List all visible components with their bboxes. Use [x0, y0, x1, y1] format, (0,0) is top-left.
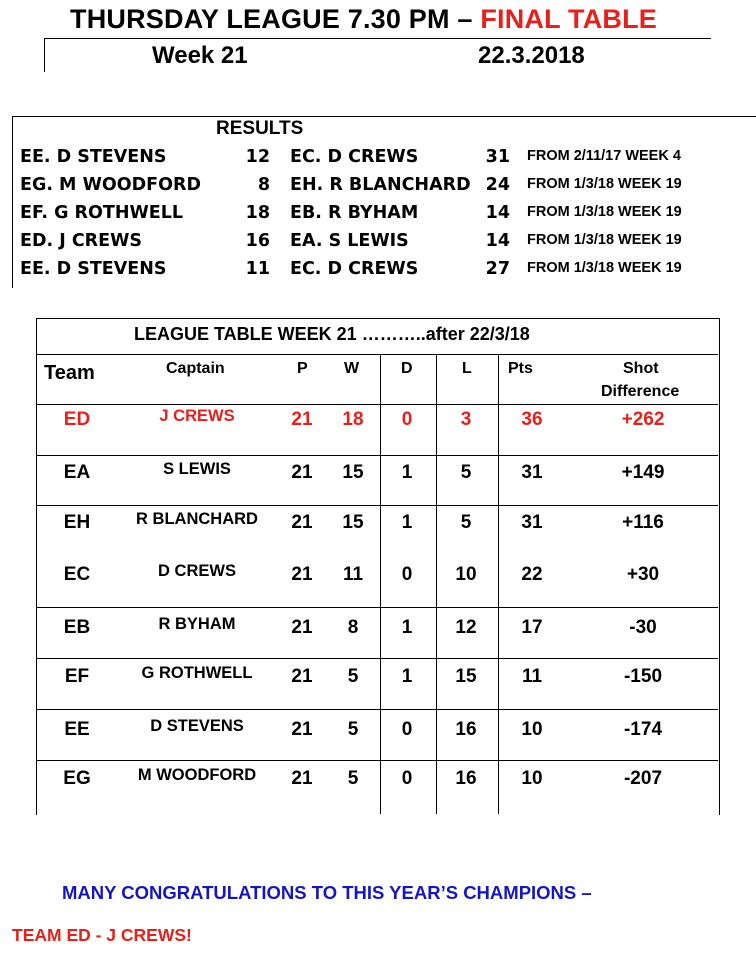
cell-team: EC	[63, 564, 91, 585]
cell-played: 21	[291, 409, 313, 430]
result-from-note: FROM 1/3/18 WEEK 19	[527, 176, 682, 192]
result-home-score: 12	[245, 147, 270, 167]
result-home-score: 11	[245, 259, 270, 279]
cell-captain: M WOODFORD	[137, 766, 257, 784]
header-drawn: D	[401, 360, 413, 377]
cell-lost: 15	[455, 666, 477, 687]
result-from-note: FROM 1/3/18 WEEK 19	[527, 232, 682, 248]
cell-shot-difference: +30	[626, 564, 660, 585]
cell-lost: 10	[455, 564, 477, 585]
result-away-team: EB. R BYHAM	[290, 203, 419, 223]
cell-captain: R BYHAM	[158, 615, 236, 633]
results-heading: RESULTS	[216, 118, 304, 139]
cell-won: 5	[347, 719, 359, 740]
cell-points: 36	[521, 409, 543, 430]
cell-played: 21	[291, 462, 313, 483]
cell-points: 31	[521, 512, 543, 533]
cell-team: EB	[63, 617, 91, 638]
cell-won: 8	[347, 617, 359, 638]
cell-points: 22	[521, 564, 543, 585]
cell-captain: D CREWS	[158, 562, 236, 580]
result-away-team: EC. D CREWS	[290, 259, 419, 279]
cell-played: 21	[291, 564, 313, 585]
cell-team: EF	[64, 666, 90, 687]
cell-team: EG	[63, 768, 91, 789]
cell-lost: 5	[460, 462, 472, 483]
cell-lost: 5	[460, 512, 472, 533]
cell-lost: 12	[455, 617, 477, 638]
cell-drawn: 1	[401, 617, 413, 638]
cell-played: 21	[291, 768, 313, 789]
cell-captain: G ROTHWELL	[141, 664, 253, 682]
cell-shot-difference: -150	[623, 666, 663, 687]
results-left-rule	[12, 116, 13, 288]
cell-won: 15	[342, 462, 364, 483]
champion-text: TEAM ED - J CREWS!	[12, 925, 192, 945]
cell-drawn: 1	[401, 666, 413, 687]
result-away-score: 14	[485, 203, 510, 223]
cell-lost: 3	[460, 409, 472, 430]
cell-points: 10	[521, 719, 543, 740]
cell-shot-difference: +116	[622, 512, 664, 533]
cell-captain: J CREWS	[159, 407, 235, 425]
title-text: THURSDAY LEAGUE 7.30 PM –	[70, 4, 481, 34]
header-difference: Difference	[601, 383, 680, 400]
result-from-note: FROM 1/3/18 WEEK 19	[527, 204, 682, 220]
cell-lost: 16	[455, 719, 477, 740]
result-home-team: EE. D STEVENS	[20, 147, 167, 167]
cell-drawn: 0	[401, 564, 413, 585]
cell-captain: S LEWIS	[163, 460, 231, 478]
row-divider	[36, 709, 718, 710]
cell-team: EH	[63, 512, 91, 533]
result-from-note: FROM 2/11/17 WEEK 4	[527, 148, 681, 164]
cell-lost: 16	[455, 768, 477, 789]
cell-won: 15	[342, 512, 364, 533]
result-home-score: 8	[257, 175, 270, 195]
cell-played: 21	[291, 719, 313, 740]
header-shot: Shot	[623, 360, 659, 377]
cell-shot-difference: -30	[629, 617, 657, 638]
row-divider	[36, 455, 718, 456]
cell-drawn: 0	[401, 409, 413, 430]
cell-points: 10	[521, 768, 543, 789]
header-top-rule	[44, 38, 711, 39]
result-away-team: EC. D CREWS	[290, 147, 419, 167]
row-divider	[36, 658, 718, 659]
cell-points: 31	[521, 462, 543, 483]
cell-shot-difference: +149	[621, 462, 665, 483]
result-home-team: EE. D STEVENS	[20, 259, 167, 279]
header-points: Pts	[508, 360, 533, 377]
column-divider	[498, 354, 499, 814]
cell-points: 11	[521, 666, 543, 687]
result-home-team: ED. J CREWS	[20, 231, 143, 251]
league-table-title: LEAGUE TABLE WEEK 21 ………..after 22/3/18	[134, 324, 530, 344]
cell-team: EE	[64, 719, 90, 740]
cell-drawn: 0	[401, 719, 413, 740]
column-divider	[380, 354, 381, 814]
header-lost: L	[462, 360, 472, 377]
cell-won: 5	[347, 768, 359, 789]
week-label: Week 21	[152, 42, 248, 69]
cell-drawn: 0	[401, 768, 413, 789]
page-title	[70, 4, 657, 35]
cell-played: 21	[291, 617, 313, 638]
table-header-bottom-rule	[36, 404, 718, 405]
cell-played: 21	[291, 666, 313, 687]
header-team: Team	[44, 362, 95, 384]
cell-team: ED	[63, 409, 91, 430]
result-away-score: 14	[485, 231, 510, 251]
result-away-team: EH. R BLANCHARD	[290, 175, 471, 195]
cell-played: 21	[291, 512, 313, 533]
table-header-top-rule	[36, 354, 718, 355]
header-won: W	[344, 360, 360, 377]
result-home-score: 18	[245, 203, 270, 223]
date-label: 22.3.2018	[478, 42, 585, 69]
result-away-score: 31	[485, 147, 510, 167]
cell-points: 17	[521, 617, 543, 638]
result-home-team: EF. G ROTHWELL	[20, 203, 184, 223]
header-played: P	[297, 360, 308, 377]
cell-won: 18	[342, 409, 364, 430]
row-divider	[36, 505, 718, 506]
cell-shot-difference: +262	[621, 409, 665, 430]
cell-drawn: 1	[401, 512, 413, 533]
cell-captain: R BLANCHARD	[136, 510, 258, 528]
cell-team: EA	[63, 462, 91, 483]
results-top-rule	[12, 116, 756, 117]
column-divider	[436, 354, 437, 814]
header-captain: Captain	[166, 360, 225, 377]
cell-shot-difference: -207	[623, 768, 663, 789]
result-away-team: EA. S LEWIS	[290, 231, 409, 251]
cell-shot-difference: -174	[623, 719, 663, 740]
cell-won: 11	[342, 564, 364, 585]
row-divider	[36, 607, 718, 608]
result-home-team: EG. M WOODFORD	[20, 175, 201, 195]
cell-drawn: 1	[401, 462, 413, 483]
header-left-rule	[44, 38, 45, 72]
cell-captain: D STEVENS	[150, 717, 244, 735]
result-from-note: FROM 1/3/18 WEEK 19	[527, 260, 682, 276]
congratulations-text: MANY CONGRATULATIONS TO THIS YEAR’S CHAMPIONS –	[62, 882, 592, 903]
row-divider	[36, 760, 718, 761]
title-final-table: FINAL TABLE	[480, 4, 658, 34]
cell-won: 5	[347, 666, 359, 687]
result-away-score: 27	[485, 259, 510, 279]
result-home-score: 16	[245, 231, 270, 251]
result-away-score: 24	[485, 175, 510, 195]
